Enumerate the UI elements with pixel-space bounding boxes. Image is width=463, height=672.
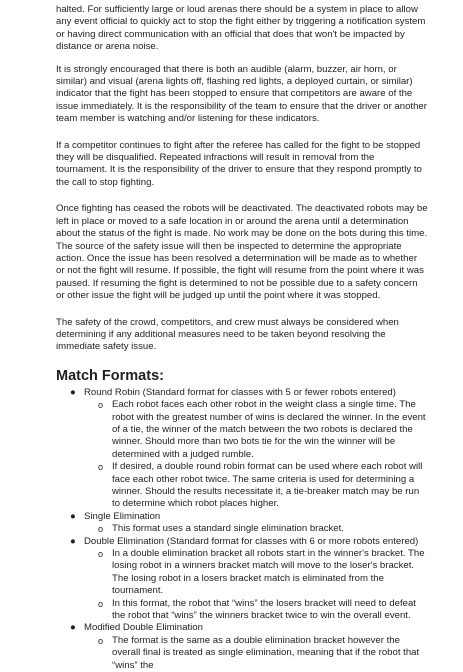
list-item <box>56 399 428 461</box>
paragraph-indicators: It is strongly encouraged that there is both an audible (alarm, buzzer, air horn, or similar) and visual (arena lights off, flashing red lights, a deployed curtain, or similar) indicator that the fight has been stopped to ensure that competitors are aware of the issue immediately. It is the responsibility of the team to ensure that the driver or another team member is watching and/or listening for these indicators. <box>56 63 427 125</box>
sub-bullet-icon: o <box>98 524 104 535</box>
sub-bullet-icon: o <box>98 400 104 411</box>
list-item <box>56 461 428 511</box>
bullet-icon: ● <box>70 622 76 634</box>
paragraph-deactivation: Once fighting has ceased the robots will be deactivated. The deactivated robots may be left in place or moved to a safe location in or around the arena until a determination about the status of the fight is made. No work may be done on the bots during this time. The source of the safety issue will then be inspected to determine the appropriate action. Once the issue has been resolved a determination will be made as to whether or not the fight will resume. If possible, the fight will resume from the point where it was paused. If resuming the fight is determined to not be possible due to a safety concern or other issue the fight will be judged up until the point where it was stopped. <box>56 203 428 302</box>
list-item <box>56 511 428 523</box>
format-detail: If desired, a double round robin format can be used where each robot will face each other robot twice. The same criteria is used for determining a winner. Should the results necessitate it, a tie-breaker match may be run to determine which robot places higher. <box>112 461 423 510</box>
format-label: Double Elimination (Standard format for classes with 6 or more robots entered) <box>84 535 419 547</box>
section-heading: Match Formats: <box>56 367 164 384</box>
list-item <box>56 523 428 535</box>
bullet-icon: ● <box>70 535 76 547</box>
paragraph-disqualification: If a competitor continues to fight after the referee has called for the fight to be stopped they will be disqualified. Repeated infractions will result in removal from the tournament. It is the responsibility of the driver to ensure that they respond promptly to the call to stop fighting. <box>56 139 422 188</box>
sub-bullet-icon: o <box>98 635 104 646</box>
bullet-icon: ● <box>70 510 76 522</box>
format-label: Single Elimination <box>84 510 161 522</box>
paragraph-stop-system: halted. For sufficiently large or loud arenas there should be a system in place to allow any event official to quickly act to stop the fight either by triggering a notification system or having direct communication with an official that does that won't be impacted by distance or arena noise. <box>56 4 426 53</box>
format-detail: The format is the same as a double elimination bracket however the overall final is treated as single elimination, meaning that if the robot that “wins” the <box>112 634 420 671</box>
document-body <box>56 4 428 672</box>
list-item <box>56 622 428 634</box>
bullet-icon: ● <box>70 386 76 398</box>
paragraph-safety: The safety of the crowd, competitors, and crew must always be considered when determining if any additional measures need to be taken beyond resolving the immediate safety issue. <box>56 316 399 353</box>
list-item <box>56 635 428 672</box>
format-detail: In a double elimination bracket all robots start in the winner's bracket. The losing robot in a winners bracket match will move to the loser's bracket. The losing robot in a losers bracket match is eliminated from the tournament. <box>112 548 425 597</box>
sub-bullet-icon: o <box>98 462 104 473</box>
sub-bullet-icon: o <box>98 598 104 609</box>
format-detail: This format uses a standard single elimination bracket. <box>112 523 344 535</box>
format-detail: Each robot faces each other robot in the weight class a single time. The robot with the greatest number of wins is declared the winner. In the event of a tie, the winner of the match between the two robots is declared the winner. Should more than two bots tie for the win the winner will be determined with a judged rumble. <box>112 399 426 460</box>
format-detail: In this format, the robot that “wins” the losers bracket will need to defeat the robot that “wins” the winners bracket twice to win the overall event. <box>112 597 416 622</box>
format-label: Modified Double Elimination <box>84 622 203 634</box>
list-item <box>56 536 428 548</box>
sub-bullet-icon: o <box>98 549 104 560</box>
format-label: Round Robin (Standard format for classes with 5 or fewer robots entered) <box>84 386 396 398</box>
match-formats-list <box>56 387 428 672</box>
list-item <box>56 548 428 598</box>
list-item <box>56 598 428 623</box>
list-item <box>56 387 428 399</box>
